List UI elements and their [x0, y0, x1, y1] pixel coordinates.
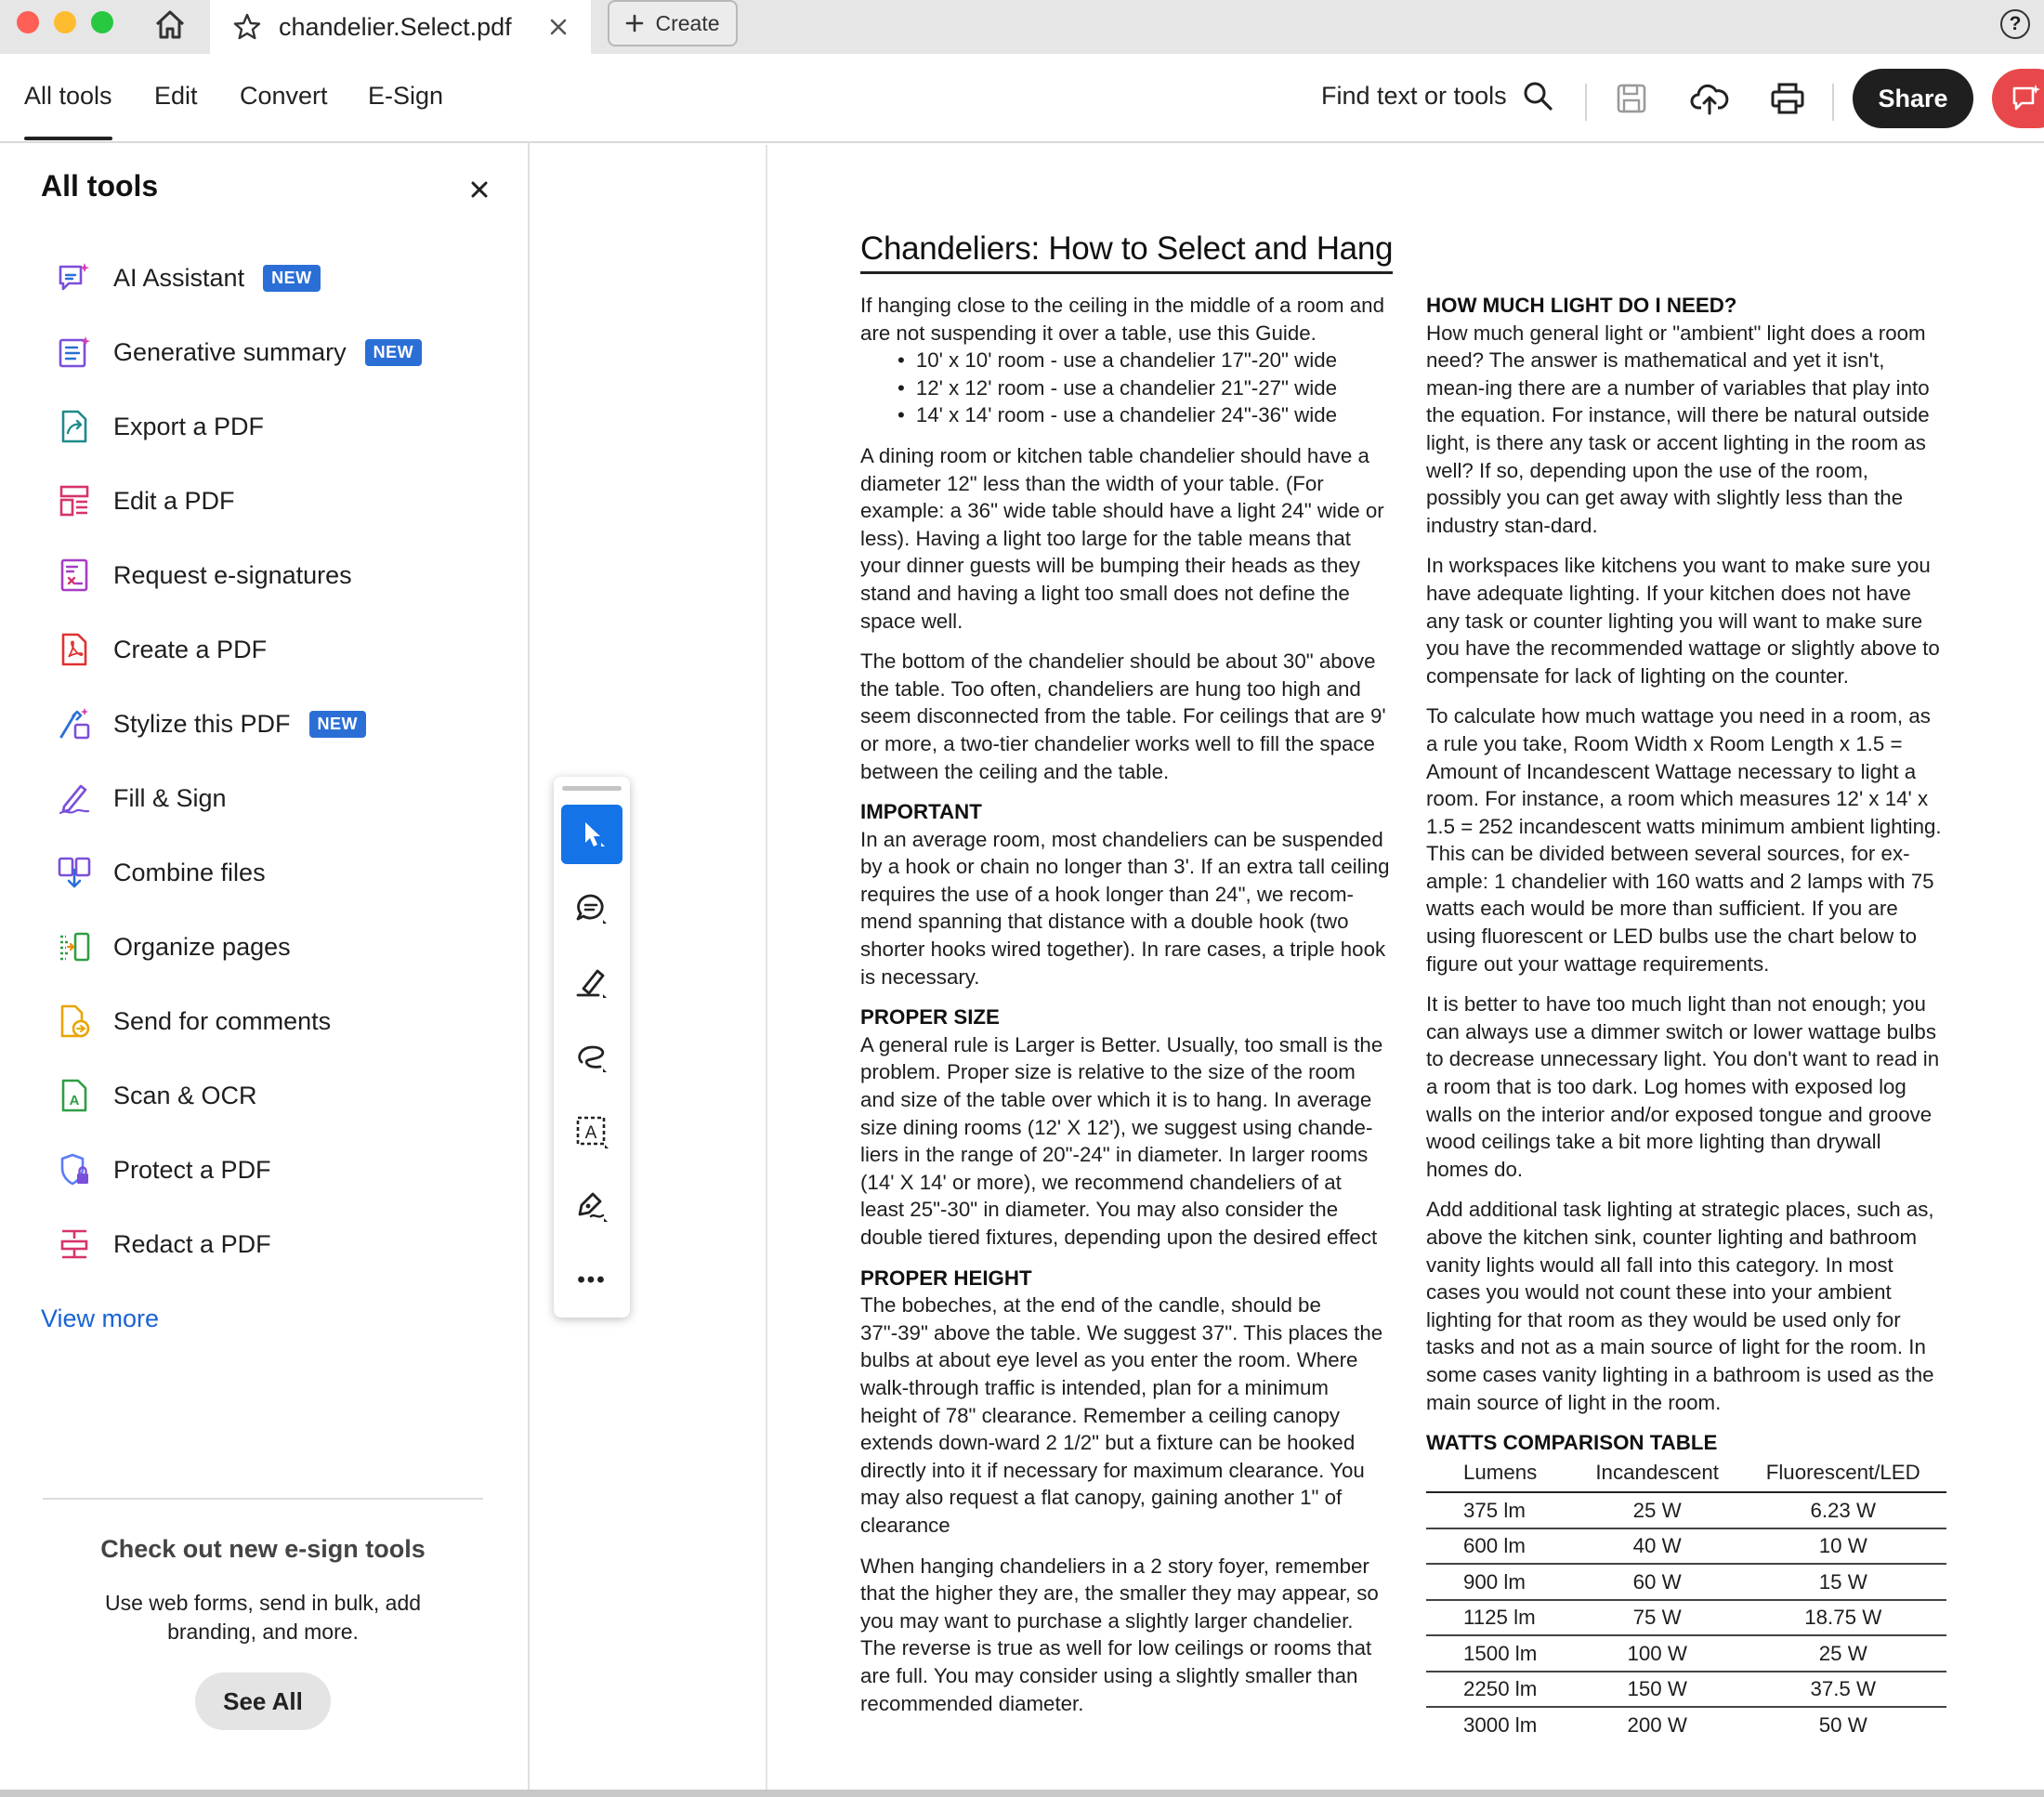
table-row	[1426, 1564, 1946, 1600]
document-column-right	[1426, 292, 1946, 1743]
list-item: • 10' x 10' room - use a chandelier 17"-20" wide	[898, 347, 1390, 374]
better-paragraph: It is better to have too much light than not enough; you can always use a dimmer switch or lower wattage bulbs to decrease unnecessary light. You don't want to read in a room that is too dark. Log homes with exposed log walls on the interior and/or exposed tongue and groove wood ceilings take a bit more lighting than drywall homes do.	[1426, 992, 1940, 1181]
table-cell: 60 W	[1575, 1564, 1740, 1600]
search-icon	[1522, 80, 1553, 111]
minimize-window-button[interactable]	[54, 11, 76, 33]
document-tab[interactable]	[210, 0, 591, 54]
light-paragraph: How much general light or "ambient" light does a room need? The answer is mathematical and yet it isn't, mean-ing there are a number of variables that play into the equation. For instance, will there be natural outside light, is there any task or accent lighting in the room as well? If so, depending upon the use of the room, possibly you can get away with slightly less than the industry stan-dard.	[1426, 321, 1930, 537]
menu-convert[interactable]: Convert	[240, 82, 328, 110]
pen-sign-icon	[574, 1188, 609, 1224]
table-cell: 2250 lm	[1426, 1672, 1575, 1708]
view-more-link[interactable]: View more	[41, 1305, 160, 1332]
tool-combine-files[interactable]	[56, 849, 266, 896]
create-pdf-icon	[56, 631, 93, 668]
help-icon[interactable]: ?	[2000, 9, 2030, 39]
table-row	[1426, 1600, 1946, 1636]
freehand-draw-icon	[574, 1040, 609, 1075]
section-heading-light: HOW MUCH LIGHT DO I NEED?	[1426, 294, 1737, 317]
ai-chat-icon	[2011, 83, 2042, 114]
tool-label: Protect a PDF	[113, 1155, 271, 1184]
height-paragraph: The bobeches, at the end of the candle, should be 37"-39" above the table. We suggest 37". This places the bulbs at about eye level as you enter the room. Where walk-through traffic is intended, plan for a minimum height of 78" clearance. Remember a ceiling canopy extends down-ward 2 1/2" but a fixture can be hooked directly into it if necessary for maximum clearance. You may also request a flat canopy, gaining another 1" of clearance	[860, 1293, 1383, 1537]
tool-stylize-pdf[interactable]	[56, 701, 366, 747]
create-button[interactable]	[608, 0, 738, 46]
table-cell: 1125 lm	[1426, 1600, 1575, 1636]
additional-paragraph: Add additional task lighting at strategic places, such as, above the kitchen sink, counter lighting and bathroom vanity lights would all fall into this category. In most cases you would not count these into your ambient lighting for that room as they would be used only for tasks and not as a main source of light for the room. In some cases vanity lighting in a bathroom is used as the main source of light in the room.	[1426, 1198, 1934, 1414]
tool-label: Edit a PDF	[113, 486, 235, 515]
tool-redact-pdf[interactable]	[56, 1221, 271, 1267]
table-cell: 37.5 W	[1740, 1672, 1946, 1708]
toolbar-divider	[1585, 84, 1587, 121]
scan-ocr-icon	[56, 1077, 93, 1114]
tool-protect-pdf[interactable]	[56, 1147, 271, 1193]
new-badge: NEW	[263, 265, 321, 292]
comment-icon	[574, 891, 609, 926]
tool-export-pdf[interactable]	[56, 403, 264, 450]
organize-pages-icon	[56, 928, 93, 965]
table-row	[1426, 1528, 1946, 1565]
table-cell: 150 W	[1575, 1672, 1740, 1708]
all-tools-panel	[0, 143, 530, 1797]
table-header: Fluorescent/LED	[1740, 1457, 1946, 1493]
document-title: Chandeliers: How to Select and Hang	[860, 230, 1393, 274]
drag-handle[interactable]	[562, 786, 622, 791]
table-cell: 50 W	[1818, 1713, 1867, 1738]
table-cell: 6.23 W	[1740, 1492, 1946, 1528]
promo-title: Check out new e-sign tools	[100, 1535, 426, 1563]
find-label: Find text or tools	[1321, 81, 1507, 110]
sign-tool-button[interactable]	[561, 1176, 622, 1236]
table-row	[1426, 1492, 1946, 1528]
svg-text:A: A	[584, 1123, 597, 1143]
tool-label: Create a PDF	[113, 635, 268, 663]
tool-label: AI Assistant	[113, 263, 245, 292]
tool-label: Request e-signatures	[113, 560, 352, 589]
close-panel-icon[interactable]	[465, 175, 494, 204]
watts-comparison-table	[1426, 1457, 1946, 1743]
tool-label: Organize pages	[113, 932, 291, 961]
find-text-or-tools[interactable]	[1321, 80, 1553, 111]
svg-text:A: A	[69, 1093, 80, 1108]
more-tools-button[interactable]: •••	[577, 1267, 607, 1292]
room-size-list	[898, 347, 1390, 429]
table-cell: 1500 lm	[1426, 1635, 1575, 1672]
close-window-button[interactable]	[17, 11, 39, 33]
table-cell: 15 W	[1740, 1564, 1946, 1600]
toolbar-divider	[1832, 84, 1834, 121]
tool-fill-sign[interactable]	[56, 775, 227, 821]
tool-create-pdf[interactable]	[56, 626, 267, 673]
bottom-paragraph: The bottom of the chandelier should be about 30" above the table. Too often, chandeliers are hung too high and seem disconnected from the table. For ceilings that are 9' or more, a two-tier chandelier works well to fill the space between the ceiling and the table.	[860, 649, 1386, 783]
window-tab-bar	[0, 0, 2044, 54]
create-label: Create	[655, 10, 720, 35]
edit-pdf-icon	[56, 482, 93, 519]
ai-assistant-chip[interactable]	[1992, 69, 2044, 128]
ai-assistant-icon	[56, 259, 93, 296]
text-box-icon	[574, 1114, 609, 1149]
tool-send-comments[interactable]	[56, 998, 331, 1044]
redact-pdf-icon	[56, 1226, 93, 1263]
zoom-window-button[interactable]	[91, 11, 113, 33]
section-heading-table: WATTS COMPARISON TABLE	[1426, 1431, 1718, 1455]
tool-label: Scan & OCR	[113, 1081, 257, 1109]
tool-label: Stylize this PDF	[113, 709, 291, 738]
tool-organize-pages[interactable]	[56, 924, 291, 970]
table-cell: 375 lm	[1426, 1492, 1575, 1528]
size-paragraph: A general rule is Larger is Better. Usually, too small is the problem. Proper size is relative to the size of the room and size of the table over which it is to hang. In average size dining rooms (12' X 12'), we suggest using chande-liers in the range of 20"-24" in diameter. In larger rooms (14' X 14' or more), we recommend chandeliers of at least 25"-30" in diameter. You may also consider the double tiered fixtures, depending upon the desired effect	[860, 1032, 1383, 1249]
tool-scan-ocr[interactable]	[56, 1072, 257, 1119]
table-row	[1426, 1635, 1946, 1672]
new-badge: NEW	[309, 711, 367, 738]
section-heading-size: PROPER SIZE	[860, 1005, 1000, 1030]
tool-ai-assistant[interactable]	[56, 255, 321, 301]
table-cell: 200 W	[1627, 1713, 1687, 1738]
table-cell: 75 W	[1575, 1600, 1740, 1636]
home-icon[interactable]	[149, 6, 191, 43]
table-cell: 600 lm	[1426, 1528, 1575, 1565]
upload-cloud-icon[interactable]	[1689, 78, 1730, 119]
tool-label: Export a PDF	[113, 412, 265, 440]
send-comments-icon	[56, 1003, 93, 1040]
table-row	[1426, 1672, 1946, 1708]
promo-description: Use web forms, send in bulk, add branding, and more.	[104, 1591, 422, 1644]
quick-tools-bar	[554, 777, 630, 1318]
share-button[interactable]: Share	[1853, 69, 1973, 128]
fill-sign-icon	[56, 780, 93, 817]
draw-tool-button[interactable]	[561, 1028, 622, 1087]
panel-divider	[43, 1498, 483, 1500]
important-paragraph: In an average room, most chandeliers can be suspended by a hook or chain no longer than 3'. If an extra tall ceiling requires the use of a hook longer than 24", we recom-mend spanning that distance with a double hook (two shorter hooks wired together). In rare cases, a triple hook is necessary.	[860, 827, 1390, 989]
generative-summary-icon	[56, 334, 93, 371]
section-heading-important: IMPORTANT	[860, 800, 982, 824]
tool-request-esignatures[interactable]	[56, 552, 352, 598]
table-cell: 3000 lm	[1463, 1713, 1538, 1738]
table-cell: 10 W	[1740, 1528, 1946, 1565]
table-row	[1426, 1707, 1946, 1743]
stylize-pdf-icon	[56, 705, 93, 742]
save-icon[interactable]	[1611, 78, 1652, 119]
table-cell: 25 W	[1740, 1635, 1946, 1672]
main-toolbar	[0, 54, 2044, 143]
print-icon[interactable]	[1767, 78, 1808, 119]
calculate-paragraph: To calculate how much wattage you need in a room, as a rule you take, Room Width x Room Length x 1.5 = Amount of Incandescent Wattage necessary to light a room. For instance, a room which measures 12' x 14' x 1.5 = 252 incandescent watts minimum ambient lighting. This can be divided between several sources, for ex-ample: 1 chandelier with 160 watts and 2 lamps with 75 watts each would be more than sufficient. If you are using fluorescent or LED bulbs use the chart below to figure out your wattage requirements.	[1426, 704, 1942, 976]
close-tab-icon[interactable]	[544, 13, 572, 41]
tab-title: chandelier.Select.pdf	[279, 12, 512, 41]
tool-label: Redact a PDF	[113, 1229, 271, 1258]
table-header-row	[1426, 1457, 1946, 1493]
cursor-arrow-icon	[576, 819, 608, 850]
table-cell: 100 W	[1575, 1635, 1740, 1672]
panel-title: All tools	[41, 169, 159, 203]
tool-label: Fill & Sign	[113, 783, 227, 812]
section-heading-height: PROPER HEIGHT	[860, 1266, 1032, 1290]
table-cell: 900 lm	[1426, 1564, 1575, 1600]
tool-edit-pdf[interactable]	[56, 478, 235, 524]
select-tool-button[interactable]	[561, 805, 622, 864]
tool-label: Send for comments	[113, 1006, 332, 1035]
highlighter-icon	[574, 965, 609, 1001]
tool-generative-summary[interactable]	[56, 329, 422, 375]
foyer-paragraph: When hanging chandeliers in a 2 story foyer, remember that the higher they are, the smaller they may appear, so you may want to purchase a slightly larger chandelier. The reverse is true as well for low ceilings or rooms that are full. You may consider using a slightly smaller than recommended diameter.	[860, 1554, 1379, 1715]
see-all-button[interactable]: See All	[195, 1672, 331, 1730]
list-item: • 12' x 12' room - use a chandelier 21"-27" wide	[898, 374, 1390, 402]
workspaces-paragraph: In workspaces like kitchens you want to make sure you have adequate lighting. If your kitchen does not have any task or counter lighting you will want to make sure you have the recommended wattage or slightly above to compensate for lack of lighting on the counter.	[1426, 554, 1940, 688]
window-bottom-edge	[0, 1790, 2044, 1797]
star-icon[interactable]	[230, 10, 264, 44]
intro-paragraph: If hanging close to the ceiling in the middle of a room and are not suspending it over a table, use this Guide.	[860, 294, 1384, 345]
protect-pdf-icon	[56, 1151, 93, 1188]
highlight-tool-button[interactable]	[561, 953, 622, 1013]
combine-files-icon	[56, 854, 93, 891]
comment-tool-button[interactable]	[561, 879, 622, 938]
menu-all-tools[interactable]: All tools	[24, 82, 112, 110]
dining-paragraph: A dining room or kitchen table chandelier should have a diameter 12" less than the width of your table. (For example: a 36" wide table should have a light 24" wide or less). Having a light too large for the table means that your dinner guests will be bumping their heads as they stand and having a light too small does not define the space well.	[860, 443, 1384, 633]
export-pdf-icon	[56, 408, 93, 445]
table-cell: 25 W	[1575, 1492, 1740, 1528]
list-item: • 14' x 14' room - use a chandelier 24"-36" wide	[898, 401, 1390, 429]
request-esign-icon	[56, 557, 93, 594]
plus-icon	[625, 14, 644, 33]
table-header: Lumens	[1426, 1457, 1575, 1493]
menu-esign[interactable]: E-Sign	[368, 82, 444, 110]
table-cell: 18.75 W	[1740, 1600, 1946, 1636]
text-tool-button[interactable]	[561, 1102, 622, 1161]
tool-label: Generative summary	[113, 337, 347, 366]
menu-edit[interactable]: Edit	[154, 82, 198, 110]
table-cell: 40 W	[1575, 1528, 1740, 1565]
tool-label: Combine files	[113, 858, 266, 886]
new-badge: NEW	[365, 339, 423, 366]
document-column-left	[860, 292, 1390, 1730]
table-header: Incandescent	[1575, 1457, 1740, 1493]
